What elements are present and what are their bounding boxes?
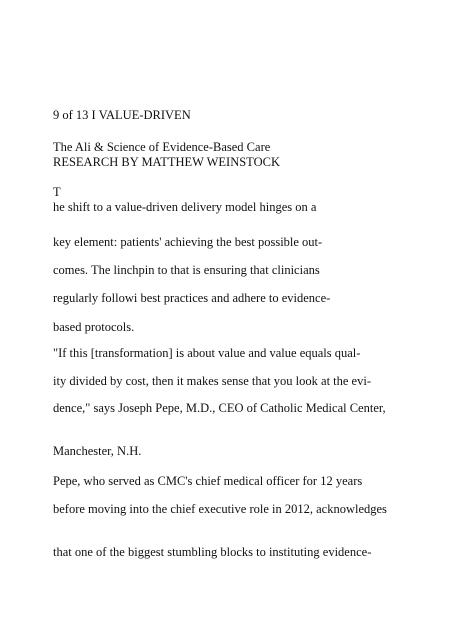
body-line: "If this [transformation] is about value and value equals qual- <box>53 346 361 360</box>
article-title: The Ali & Science of Evidence-Based Care <box>53 140 271 154</box>
body-line: comes. The linchpin to that is ensuring that clinicians <box>53 263 320 277</box>
body-line: regularly followi best practices and adhere to evidence- <box>53 291 331 305</box>
body-line: he shift to a value-driven delivery model hinges on a <box>53 200 317 214</box>
body-line: ity divided by cost, then it makes sense that you look at the evi- <box>53 374 371 388</box>
body-line: dence," says Joseph Pepe, M.D., CEO of Catholic Medical Center, <box>53 401 386 415</box>
body-line: before moving into the chief executive role in 2012, acknowledges <box>53 502 387 516</box>
body-line: that one of the biggest stumbling blocks to instituting evidence- <box>53 545 372 559</box>
body-line: Pepe, who served as CMC's chief medical officer for 12 years <box>53 474 363 488</box>
body-line: Manchester, N.H. <box>53 444 142 458</box>
body-line: key element: patients' achieving the best possible out- <box>53 235 323 249</box>
body-line: based protocols. <box>53 320 135 334</box>
section-header: 9 of 13 I VALUE-DRIVEN <box>53 108 191 122</box>
byline: RESEARCH BY MATTHEW WEINSTOCK <box>53 155 280 169</box>
drop-cap: T <box>53 185 61 199</box>
